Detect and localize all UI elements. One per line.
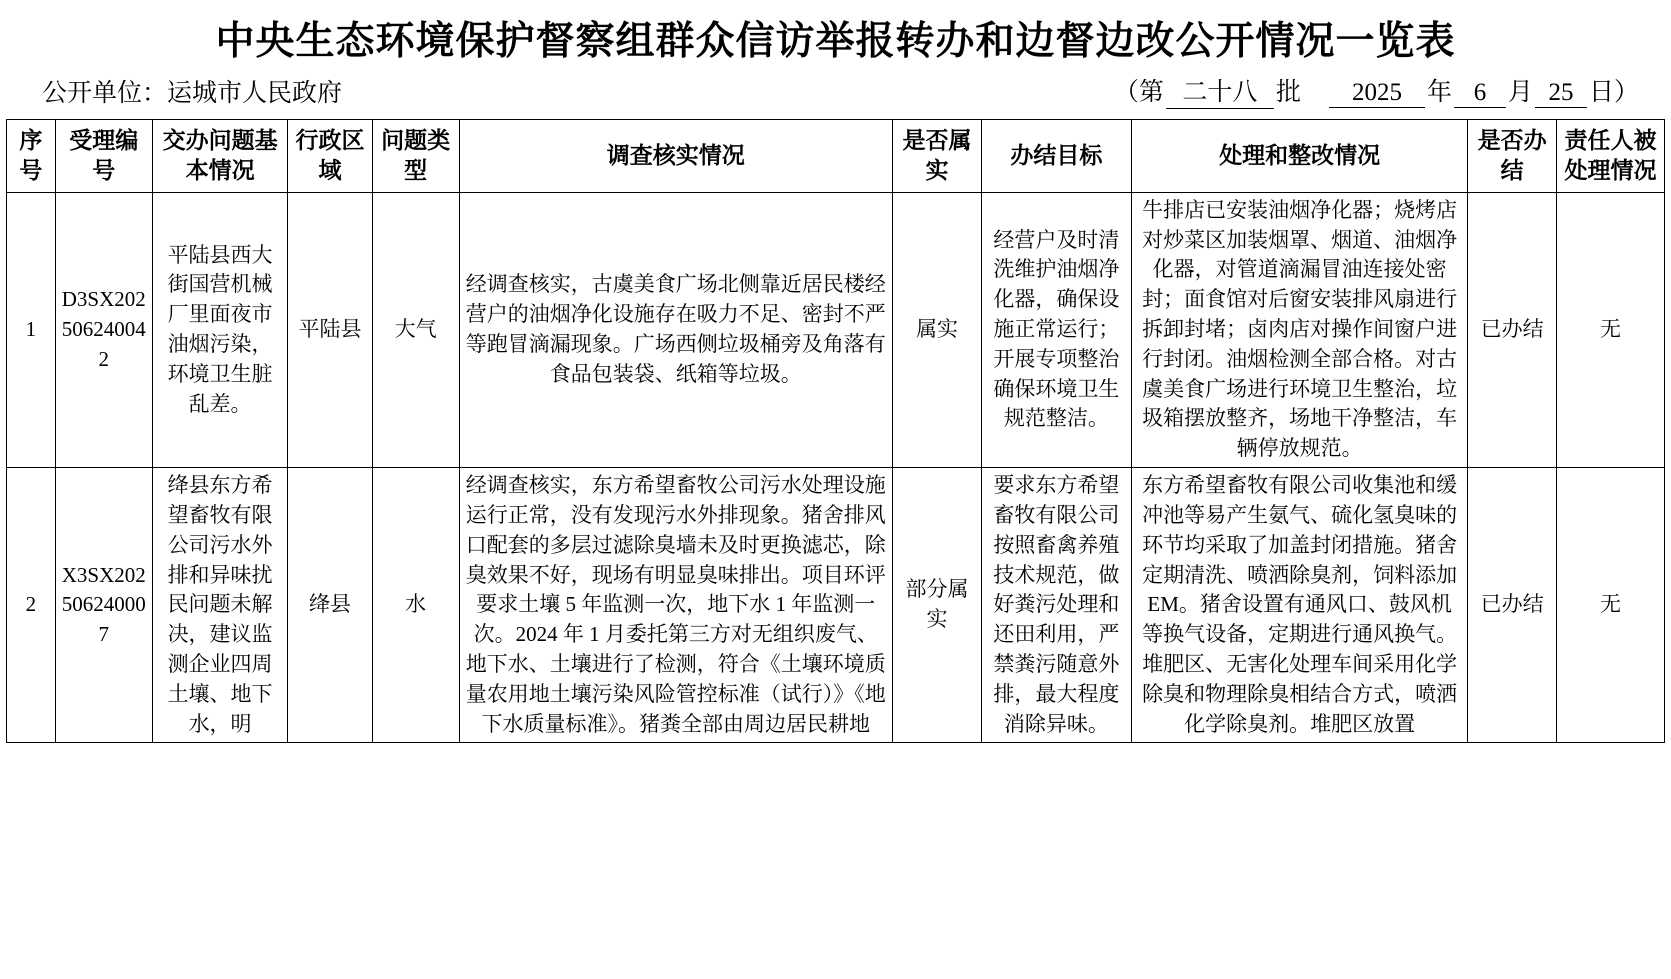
date-day: 25 bbox=[1535, 79, 1587, 108]
cell-person: 无 bbox=[1557, 468, 1665, 743]
cell-code: X3SX202506240007 bbox=[55, 468, 152, 743]
year-label: 年 bbox=[1426, 79, 1452, 106]
header-code: 受理编号 bbox=[55, 120, 152, 193]
cell-is-true: 部分属实 bbox=[893, 468, 982, 743]
header-is-true: 是否属实 bbox=[893, 120, 982, 193]
public-disclosure-table bbox=[6, 119, 1665, 743]
batch-suffix: 批 bbox=[1275, 79, 1301, 106]
header-region: 行政区域 bbox=[288, 120, 373, 193]
table-row bbox=[7, 192, 1665, 467]
header-investigation: 调查核实情况 bbox=[459, 120, 893, 193]
cell-seq: 1 bbox=[7, 192, 56, 467]
cell-basic: 绛县东方希望畜牧有限公司污水外排和异味扰民问题未解决，建议监测企业四周土壤、地下水，明 bbox=[152, 468, 287, 743]
table-row bbox=[7, 468, 1665, 743]
cell-investigation: 经调查核实，古虞美食广场北侧靠近居民楼经营户的油烟净化设施存在吸力不足、密封不严等跑冒滴漏现象。广场西侧垃圾桶旁及角落有食品包装袋、纸箱等垃圾。 bbox=[459, 192, 893, 467]
header-type: 问题类型 bbox=[372, 120, 459, 193]
cell-code: D3SX202506240042 bbox=[55, 192, 152, 467]
batch-number: 二十八 bbox=[1166, 72, 1274, 109]
cell-goal: 要求东方希望畜牧有限公司按照畜禽养殖技术规范，做好粪污处理和还田利用，严禁粪污随意外排，最大程度消除异味。 bbox=[981, 468, 1131, 743]
cell-type: 水 bbox=[372, 468, 459, 743]
cell-handling: 东方希望畜牧有限公司收集池和缓冲池等易产生氨气、硫化氢臭味的环节均采取了加盖封闭措施。猪舍定期清洗、喷洒除臭剂，饲料添加EM。猪舍设置有通风口、鼓风机等换气设备，定期进行通风换气。堆肥区、无害化处理车间采用化学除臭和物理除臭相结合方式，喷洒化学除臭剂。堆肥区放置 bbox=[1132, 468, 1468, 743]
month-label: 月 bbox=[1507, 79, 1533, 106]
header-seq: 序号 bbox=[7, 120, 56, 193]
header-handling: 处理和整改情况 bbox=[1132, 120, 1468, 193]
header-basic: 交办问题基本情况 bbox=[152, 120, 287, 193]
publishing-unit: 公开单位：运城市人民政府 bbox=[42, 80, 343, 107]
cell-handling: 牛排店已安装油烟净化器；烧烤店对炒菜区加装烟罩、烟道、油烟净化器，对管道滴漏冒油连接处密封；面食馆对后窗安装排风扇进行拆卸封堵；卤肉店对操作间窗户进行封闭。油烟检测全部合格。对古虞美食广场进行环境卫生整治，垃圾箱摆放整齐，场地干净整洁，车辆停放规范。 bbox=[1132, 192, 1468, 467]
header-goal: 办结目标 bbox=[981, 120, 1131, 193]
cell-is-done: 已办结 bbox=[1468, 468, 1557, 743]
cell-basic: 平陆县西大街国营机械厂里面夜市油烟污染，环境卫生脏乱差。 bbox=[152, 192, 287, 467]
header-is-done: 是否办结 bbox=[1468, 120, 1557, 193]
cell-region: 平陆县 bbox=[288, 192, 373, 467]
cell-type: 大气 bbox=[372, 192, 459, 467]
cell-region: 绛县 bbox=[288, 468, 373, 743]
cell-is-true: 属实 bbox=[893, 192, 982, 467]
batch-date-line bbox=[1114, 72, 1639, 109]
cell-is-done: 已办结 bbox=[1468, 192, 1557, 467]
batch-prefix: （第 bbox=[1113, 79, 1164, 106]
cell-seq: 2 bbox=[7, 468, 56, 743]
date-year: 2025 bbox=[1329, 79, 1425, 108]
table-header-row bbox=[7, 120, 1665, 193]
document-page bbox=[0, 10, 1671, 979]
page-title: 中央生态环境保护督察组群众信访举报转办和边督边改公开情况一览表 bbox=[215, 20, 1456, 63]
cell-person: 无 bbox=[1557, 192, 1665, 467]
document-subheader bbox=[6, 72, 1665, 109]
header-person: 责任人被处理情况 bbox=[1557, 120, 1665, 193]
cell-goal: 经营户及时清洗维护油烟净化器，确保设施正常运行；开展专项整治确保环境卫生规范整洁。 bbox=[981, 192, 1131, 467]
date-month: 6 bbox=[1454, 79, 1506, 108]
day-label: 日） bbox=[1588, 79, 1639, 106]
cell-investigation: 经调查核实，东方希望畜牧公司污水处理设施运行正常，没有发现污水外排现象。猪舍排风口配套的多层过滤除臭墙未及时更换滤芯，除臭效果不好，现场有明显臭味排出。项目环评要求土壤 5 年监测一次，地下水 1 年监测一次。2024 年 1 月委托第三方对无组织废气、地下水、土壤进行了检测，符合《土壤环境质量农用地土壤污染风险管控标准（试行）》《地下水质量标准》。猪粪全部由周边居民耕地 bbox=[459, 468, 893, 743]
